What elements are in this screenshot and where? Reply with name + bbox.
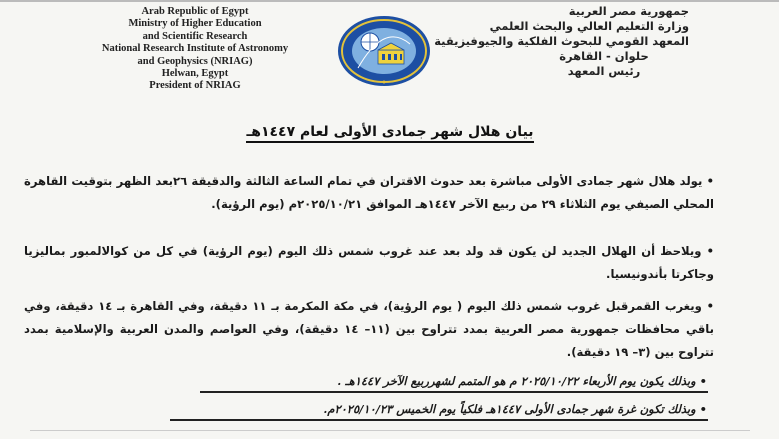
paragraph-moonset: • ويغرب القمرقبل غروب شمس ذلك اليوم ( يوم الرؤية)، في مكة المكرمة بـ ١١ دقيقة، وفي القاهرة بـ ١٤ دقيقة، وفي باقي محافظات جمهورية مصر العربية بمدد تتراوح بين (١١– ١٤ دقيقة)، وفي العواصم والمدن العربية والإسلامية بمدد تتراوح بين (٣– ١٩ دقيقة). (24, 299, 714, 359)
header-ar-line-1: جمهورية مصر العربية (568, 4, 689, 18)
header-ar-line-5: رئيس المعهد (567, 64, 641, 78)
header-ar-line-3: المعهد القومي للبحوث الفلكية والجيوفيزيقية (434, 34, 689, 48)
header-en-line-7: President of NRIAG (149, 80, 241, 92)
header-en-line-4: National Research Institute of Astronomy (101, 43, 289, 55)
header-en-line-6: Helwan, Egypt (161, 68, 229, 80)
conclusion-line-1: • وبذلك يكون يوم الأربعاء ٢٠٢٥/١٠/٢٢ م هو المتمم لشهرربيع الآخر ١٤٤٧هـ . (337, 374, 707, 388)
header-ar-line-2: وزارة التعليم العالي والبحث العلمي (489, 19, 689, 33)
conclusion-1-underline (200, 391, 708, 393)
header-arabic (434, 4, 689, 79)
header-ar-line-4: حلوان - القاهرة (559, 49, 649, 63)
bottom-rule (30, 430, 750, 431)
paragraph-conjunction: • يولد هلال شهر جمادى الأولى مباشرة بعد حدوث الاقتران في تمام الساعة الثالثة والدقيقة ٢٦بعد الظهر بتوقيت القاهرة المحلي الصيفي يوم الثلاثاء ٢٩ من ربيع الآخر ١٤٤٧هـ الموافق ٢٠٢٥/١٠/٢١م (يوم الرؤية). (24, 174, 714, 211)
header-en-line-3: and Scientific Research (142, 30, 248, 42)
paragraph-kuala-lumpur: • ويلاحظ أن الهلال الجديد لن يكون قد ولد بعد عند غروب شمس ذلك اليوم (يوم الرؤية) في كل من كوالالمبور بماليزيا وجاكرتا بأندونيسيا. (24, 244, 714, 281)
header-en-line-5: and Geophysics (NRIAG) (137, 55, 253, 67)
header-en-line-2: Ministry of Higher Education (128, 18, 262, 30)
document-title (200, 124, 580, 140)
conclusion-line-2: • وبذلك تكون غرة شهر جمادى الأولى ١٤٤٧هـ فلكياً يوم الخميس ٢٠٢٥/١٠/٢٣م. (323, 402, 707, 416)
conclusion-2-underline (170, 419, 708, 421)
nriag-logo (336, 14, 432, 88)
header-english (70, 6, 320, 93)
top-border (0, 0, 779, 2)
header-en-line-1: Arab Republic of Egypt (141, 6, 249, 17)
document-title-text: بيان هلال شهر جمادى الأولى لعام ١٤٤٧هـ (246, 124, 533, 143)
